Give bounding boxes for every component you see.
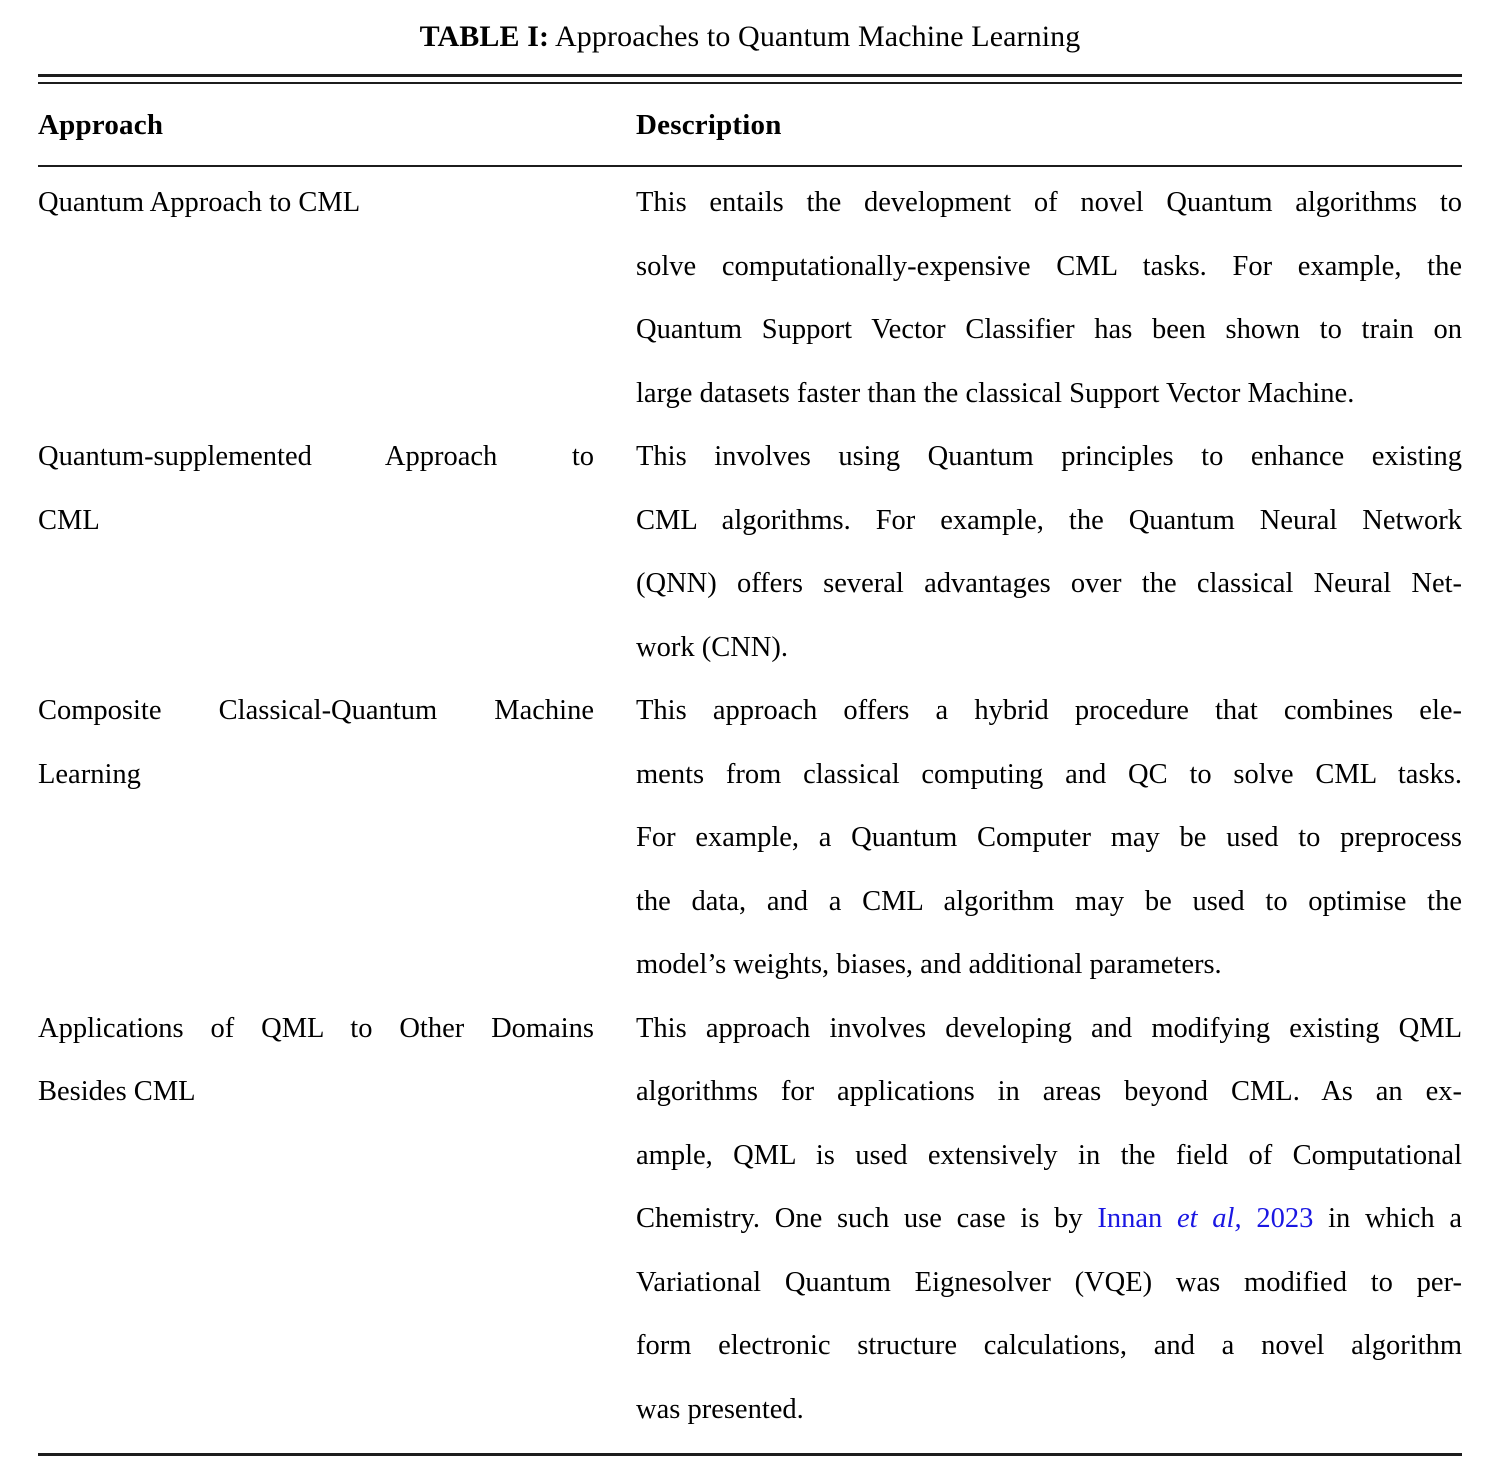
cell-approach xyxy=(38,679,598,997)
description-line: This approach involves developing and modifying existing QML xyxy=(636,1012,1462,1044)
approaches-table-body xyxy=(38,167,1462,1453)
table-header-row xyxy=(38,84,1462,165)
cell-approach xyxy=(38,167,598,425)
cell-description xyxy=(636,425,1462,679)
description-line: algorithms for applications in areas beyond CML. As an ex- xyxy=(636,1076,1462,1107)
cell-approach xyxy=(38,997,598,1454)
description-line: (QNN) offers several advantages over the classical Neural Net- xyxy=(636,568,1462,599)
description-line: Quantum Support Vector Classifier has been shown to train on xyxy=(636,314,1462,345)
cell-gap xyxy=(598,167,636,425)
table-row xyxy=(38,425,1462,679)
description-line: work (CNN). xyxy=(636,631,788,663)
description-line: This involves using Quantum principles to enhance existing xyxy=(636,441,1462,472)
table-rule-top-outer xyxy=(38,74,1462,77)
description-line: model’s weights, biases, and additional parameters. xyxy=(636,949,1222,980)
description-line: ments from classical computing and QC to solve CML tasks. xyxy=(636,758,1462,790)
description-line: was presented. xyxy=(636,1393,804,1425)
description-line: For example, a Quantum Computer may be used to preprocess xyxy=(636,822,1462,853)
approach-line: Besides CML xyxy=(38,1076,196,1107)
description-line-with-citation xyxy=(636,1187,1462,1251)
description-line: CML algorithms. For example, the Quantum Neural Network xyxy=(636,504,1462,536)
table-rule-bottom xyxy=(38,1453,1462,1456)
citation-year: 2023 xyxy=(1256,1203,1314,1234)
citation-author: Innan xyxy=(1097,1203,1163,1234)
description-line: Variational Quantum Eignesolver (VQE) was modified to per- xyxy=(636,1266,1462,1298)
table-caption xyxy=(38,0,1462,74)
description-line: solve computationally-expensive CML tasks. For example, the xyxy=(636,250,1462,282)
citation-link[interactable] xyxy=(1097,1203,1313,1234)
approach-line: Applications of QML to Other Domains xyxy=(38,1012,594,1044)
approach-line: CML xyxy=(38,504,100,536)
column-header-approach: Approach xyxy=(38,109,164,141)
approach-line: Composite Classical-Quantum Machine xyxy=(38,695,594,726)
cell-gap xyxy=(598,679,636,997)
description-line: the data, and a CML algorithm may be used to optimise the xyxy=(636,885,1462,917)
table-row xyxy=(38,997,1462,1454)
table-caption-label: TABLE I: xyxy=(419,20,550,53)
description-line: ample, QML is used extensively in the field of Computational xyxy=(636,1139,1462,1171)
column-header-gap xyxy=(598,84,636,165)
cell-approach xyxy=(38,425,598,679)
table-row xyxy=(38,679,1462,997)
cell-description xyxy=(636,167,1462,425)
cell-description xyxy=(636,679,1462,997)
table-caption-title: Approaches to Quantum Machine Learning xyxy=(555,20,1081,53)
table-row xyxy=(38,167,1462,425)
cell-gap xyxy=(598,425,636,679)
description-line: This approach offers a hybrid procedure that combines ele- xyxy=(636,695,1462,726)
citation-etal: et al, xyxy=(1177,1203,1242,1234)
approach-line: Learning xyxy=(38,758,141,790)
column-header-description: Description xyxy=(636,109,782,141)
cell-description xyxy=(636,997,1462,1454)
citation-prefix-text: Chemistry. One such use case is by xyxy=(636,1203,1098,1234)
description-line: large datasets faster than the classical Support Vector Machine. xyxy=(636,377,1355,409)
approach-line: Quantum-supplemented Approach to xyxy=(38,441,594,472)
cell-gap xyxy=(598,997,636,1454)
approaches-table xyxy=(38,84,1462,165)
approach-line: Quantum Approach to CML xyxy=(38,187,361,218)
description-line: This entails the development of novel Quantum algorithms to xyxy=(636,187,1462,218)
description-line: form electronic structure calculations, and a novel algorithm xyxy=(636,1330,1462,1361)
citation-suffix-text: in which a xyxy=(1313,1203,1462,1234)
